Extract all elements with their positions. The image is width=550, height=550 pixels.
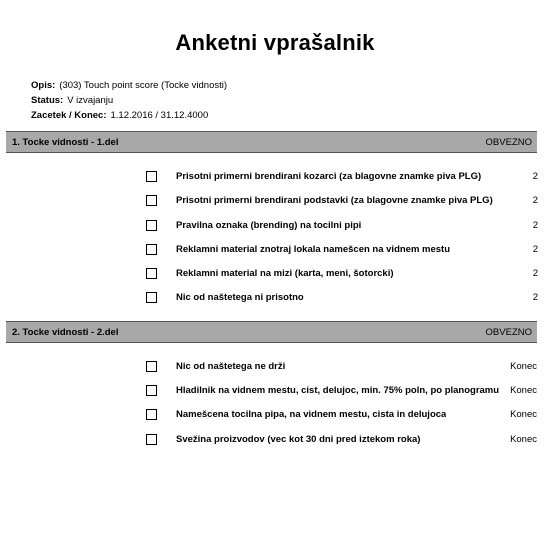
status-value: V izvajanju [67, 95, 114, 106]
question-text: Hladilnik na vidnem mestu, cist, delujoc, min. 75% poln, po planogramu [176, 385, 500, 396]
question-value: 2 [532, 268, 538, 279]
answer-checkbox[interactable] [146, 292, 157, 303]
question-row [0, 268, 550, 282]
zacetek-label: Zacetek / Konec: [31, 110, 107, 121]
answer-checkbox[interactable] [146, 409, 157, 420]
answer-checkbox[interactable] [146, 171, 157, 182]
question-row [0, 244, 550, 258]
page-title: Anketni vprašalnik [175, 30, 375, 55]
question-text: Svežina proizvodov (vec kot 30 dni pred iztekom roka) [176, 434, 421, 445]
question-row [0, 434, 550, 448]
question-value: 2 [532, 171, 538, 182]
question-value: Konec [510, 434, 537, 445]
question-row [0, 385, 550, 399]
question-value: 2 [532, 220, 538, 231]
section-requirement: OBVEZNO [485, 137, 532, 148]
section-header-2 [6, 321, 537, 343]
section-header-1 [6, 131, 537, 153]
question-value: 2 [532, 244, 538, 255]
question-text: Pravilna oznaka (brending) na tocilni pipi [176, 220, 362, 231]
meta-zacetek-konec [31, 110, 208, 121]
question-value: Konec [510, 385, 537, 396]
answer-checkbox[interactable] [146, 195, 157, 206]
question-value: Konec [510, 361, 537, 372]
question-text: Nic od naštetega ni prisotno [176, 292, 304, 303]
zacetek-value: 1.12.2016 / 31.12.4000 [110, 110, 209, 121]
status-label: Status: [31, 95, 64, 106]
answer-checkbox[interactable] [146, 361, 157, 372]
answer-checkbox[interactable] [146, 244, 157, 255]
question-text: Reklamni material na mizi (karta, meni, šotorcki) [176, 268, 394, 279]
opis-label: Opis: [31, 80, 56, 91]
section-title: 2. Tocke vidnosti - 2.del [12, 327, 119, 338]
question-row [0, 220, 550, 234]
question-text: Reklamni material znotraj lokala namešcen na vidnem mestu [176, 244, 451, 255]
question-text: Nic od naštetega ne drži [176, 361, 286, 372]
meta-status [31, 95, 113, 106]
question-text: Namešcena tocilna pipa, na vidnem mestu, cista in delujoca [176, 409, 447, 420]
question-row [0, 361, 550, 375]
question-row [0, 409, 550, 423]
question-value: 2 [532, 195, 538, 206]
question-text: Prisotni primerni brendirani kozarci (za blagovne znamke piva PLG) [176, 171, 482, 182]
answer-checkbox[interactable] [146, 268, 157, 279]
opis-value: (303) Touch point score (Tocke vidnosti) [59, 80, 228, 91]
section-requirement: OBVEZNO [485, 327, 532, 338]
question-value: 2 [532, 292, 538, 303]
question-text: Prisotni primerni brendirani podstavki (za blagovne znamke piva PLG) [176, 195, 493, 206]
question-value: Konec [510, 409, 537, 420]
question-row [0, 195, 550, 209]
answer-checkbox[interactable] [146, 220, 157, 231]
meta-opis [31, 80, 227, 91]
section-title: 1. Tocke vidnosti - 1.del [12, 137, 119, 148]
answer-checkbox[interactable] [146, 434, 157, 445]
question-row [0, 171, 550, 185]
question-row [0, 292, 550, 306]
answer-checkbox[interactable] [146, 385, 157, 396]
